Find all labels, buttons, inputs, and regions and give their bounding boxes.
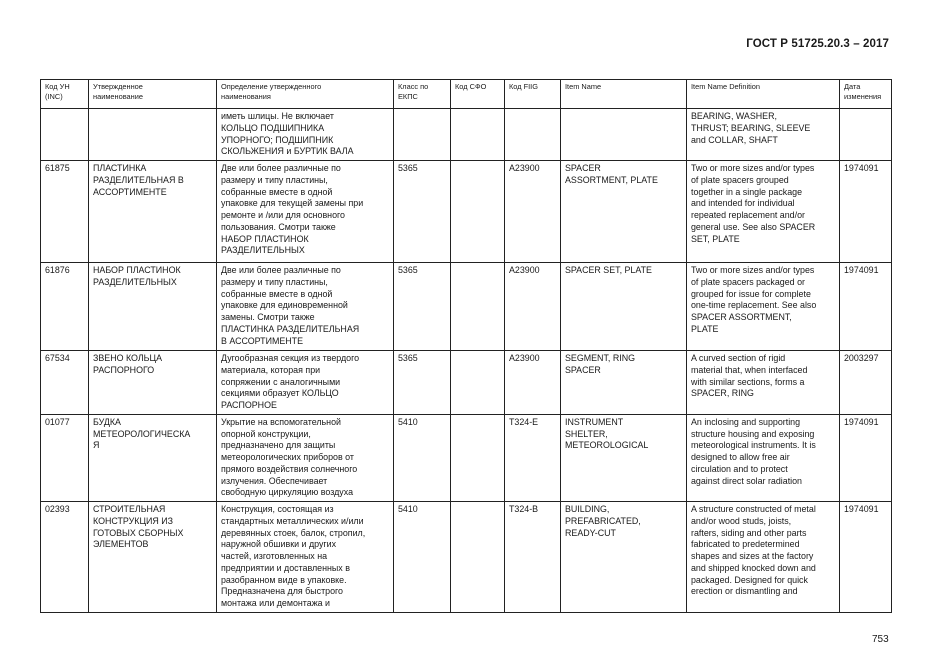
cell-sfo xyxy=(451,263,505,351)
cell-definition: Две или более различные по размеру и типу пластины, собранные вместе в одной упаковке для текущей замены при ремонте и /или для основного пользования. Смотри также НАБОР ПЛАСТИНОК РАЗДЕЛИТЕЛЬНЫХ xyxy=(217,161,394,263)
cell-fiig: A23900 xyxy=(505,351,561,415)
cell-item-definition: A structure constructed of metal and/or wood studs, joists, rafters, siding and other parts fabricated to predetermined shapes and sizes at the factory and shipped knocked down and packaged. Designed for quick erection or dismantling and xyxy=(687,502,840,613)
table-row xyxy=(41,351,892,415)
table-row xyxy=(41,109,892,161)
cell-definition: Укрытие на вспомогательной опорной конструкции, предназначено для защиты метеорологических приборов от прямого воздействия солнечного излучения. Обеспечивает свободную циркуляцию воздуха xyxy=(217,414,394,501)
cell-definition: Дугообразная секция из твердого материала, которая при сопряжении с аналогичными секциями образует КОЛЬЦО РАСПОРНОЕ xyxy=(217,351,394,415)
cell-item-definition: A curved section of rigid material that, when interfaced with similar sections, forms a SPACER, RING xyxy=(687,351,840,415)
cell-item-name: SEGMENT, RING SPACER xyxy=(561,351,687,415)
cell-inc: 61875 xyxy=(41,161,89,263)
cell-class: 5410 xyxy=(394,502,451,613)
cell-inc: 02393 xyxy=(41,502,89,613)
table-row xyxy=(41,263,892,351)
cell-item-name xyxy=(561,109,687,161)
cell-class xyxy=(394,109,451,161)
cell-definition: Две или более различные по размеру и типу пластины, собранные вместе в одной упаковке для единовременной замены. Смотри также ПЛАСТИНКА РАЗДЕЛИТЕЛЬНАЯ В АССОРТИМЕНТЕ xyxy=(217,263,394,351)
cell-inc: 01077 xyxy=(41,414,89,501)
cell-sfo xyxy=(451,502,505,613)
document-standard-header: ГОСТ Р 51725.20.3 – 2017 xyxy=(746,38,889,50)
cell-name xyxy=(89,109,217,161)
col-header-item-name: Item Name xyxy=(561,80,687,109)
cell-fiig: T324-E xyxy=(505,414,561,501)
cell-item-name: SPACER SET, PLATE xyxy=(561,263,687,351)
cell-sfo xyxy=(451,351,505,415)
cell-name: ПЛАСТИНКА РАЗДЕЛИТЕЛЬНАЯ В АССОРТИМЕНТЕ xyxy=(89,161,217,263)
cell-name: ЗВЕНО КОЛЬЦА РАСПОРНОГО xyxy=(89,351,217,415)
cell-class: 5365 xyxy=(394,263,451,351)
classifier-table xyxy=(40,79,892,613)
table-row xyxy=(41,161,892,263)
cell-name: НАБОР ПЛАСТИНОК РАЗДЕЛИТЕЛЬНЫХ xyxy=(89,263,217,351)
cell-date: 1974091 xyxy=(840,502,892,613)
cell-inc: 67534 xyxy=(41,351,89,415)
cell-sfo xyxy=(451,414,505,501)
col-header-sfo: Код СФО xyxy=(451,80,505,109)
cell-inc xyxy=(41,109,89,161)
cell-sfo xyxy=(451,109,505,161)
cell-fiig xyxy=(505,109,561,161)
cell-name: СТРОИТЕЛЬНАЯ КОНСТРУКЦИЯ ИЗ ГОТОВЫХ СБОРНЫХ ЭЛЕМЕНТОВ xyxy=(89,502,217,613)
cell-date: 1974091 xyxy=(840,263,892,351)
cell-fiig: A23900 xyxy=(505,263,561,351)
col-header-definition: Определение утвержденного наименования xyxy=(217,80,394,109)
cell-definition: Конструкция, состоящая из стандартных металлических и/или деревянных стоек, балок, стропил, наружной обшивки и других частей, изготовленных на предприятии и доставленных в разобранном виде в упаковке. Предназначена для быстрого монтажа или демонтажа и xyxy=(217,502,394,613)
cell-fiig: A23900 xyxy=(505,161,561,263)
cell-definition: иметь шлицы. Не включает КОЛЬЦО ПОДШИПНИКА УПОРНОГО; ПОДШИПНИК СКОЛЬЖЕНИЯ и БУРТИК ВАЛА xyxy=(217,109,394,161)
cell-item-definition: BEARING, WASHER, THRUST; BEARING, SLEEVE and COLLAR, SHAFT xyxy=(687,109,840,161)
cell-item-name: BUILDING, PREFABRICATED, READY-CUT xyxy=(561,502,687,613)
cell-inc: 61876 xyxy=(41,263,89,351)
cell-date xyxy=(840,109,892,161)
table-row xyxy=(41,414,892,501)
cell-date: 2003297 xyxy=(840,351,892,415)
col-header-approved-name: Утвержденное наименование xyxy=(89,80,217,109)
cell-name: БУДКА МЕТЕОРОЛОГИЧЕСКА Я xyxy=(89,414,217,501)
cell-item-name: SPACER ASSORTMENT, PLATE xyxy=(561,161,687,263)
cell-class: 5365 xyxy=(394,161,451,263)
cell-class: 5410 xyxy=(394,414,451,501)
cell-item-definition: Two or more sizes and/or types of plate spacers packaged or grouped for issue for complete one-time replacement. See also SPACER ASSORTMENT, PLATE xyxy=(687,263,840,351)
cell-date: 1974091 xyxy=(840,414,892,501)
cell-sfo xyxy=(451,161,505,263)
cell-class: 5365 xyxy=(394,351,451,415)
cell-item-definition: An inclosing and supporting structure housing and exposing meteorological instruments. It is designed to allow free air circulation and to protect against direct solar radiation xyxy=(687,414,840,501)
col-header-class: Класс по ЕКПС xyxy=(394,80,451,109)
col-header-inc: Код УН (INC) xyxy=(41,80,89,109)
cell-item-name: INSTRUMENT SHELTER, METEOROLOGICAL xyxy=(561,414,687,501)
cell-fiig: T324-B xyxy=(505,502,561,613)
col-header-fiig: Код FIIG xyxy=(505,80,561,109)
col-header-item-definition: Item Name Definition xyxy=(687,80,840,109)
col-header-date: Дата изменения xyxy=(840,80,892,109)
cell-item-definition: Two or more sizes and/or types of plate spacers grouped together in a single package and intended for individual repeated replacement and/or general use. See also SPACER SET, PLATE xyxy=(687,161,840,263)
cell-date: 1974091 xyxy=(840,161,892,263)
table-header-row xyxy=(41,80,892,109)
page-number: 753 xyxy=(872,634,889,645)
table-row xyxy=(41,502,892,613)
